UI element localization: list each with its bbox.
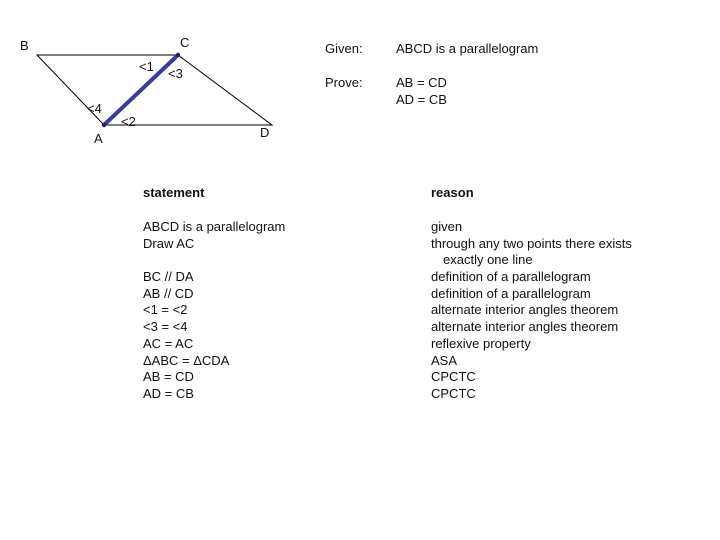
statement-line: AB // CD [143,285,194,301]
statements-group-2 [143,269,229,403]
reason-line: CPCTC [431,369,476,385]
statement-line: <1 = <2 [143,302,188,318]
prove-line-1: AB = CD [396,75,447,90]
reason-line: definition of a parallelogram [431,285,591,301]
statement-line: ΔABC = ΔCDA [143,352,230,368]
statement-line: AB = CD [143,369,194,385]
statements-group-1 [143,219,285,252]
reason-header: reason [431,185,474,200]
angle-label-4: <4 [87,101,102,116]
reasons-group-2 [431,269,618,403]
reasons-group-1 [431,219,632,269]
reason-line: given [431,219,463,234]
reason-line: alternate interior angles theorem [431,319,619,335]
statement-line: AC = AC [143,335,194,351]
vertex-point-a [102,123,106,127]
reason-line: CPCTC [431,385,476,401]
vertex-label-a: A [94,131,103,146]
statement-line: <3 = <4 [143,319,188,335]
statement-line: ABCD is a parallelogram [143,219,286,234]
statement-line: Draw AC [143,235,195,251]
vertex-label-c: C [180,35,190,50]
reason-line: definition of a parallelogram [431,269,591,284]
angle-label-3: <3 [168,66,183,81]
reason-line-continued: exactly one line [443,252,533,268]
prove-statements [396,75,447,108]
prove-label: Prove: [325,75,363,90]
reason-line: through any two points there exists [431,235,632,251]
vertex-label-b: B [20,38,29,53]
given-text: ABCD is a parallelogram [396,41,539,56]
reason-line: ASA [431,352,458,368]
statement-header: statement [143,185,205,200]
reason-line: alternate interior angles theorem [431,302,619,318]
vertex-point-c [176,53,180,57]
statement-line: BC // DA [143,269,194,284]
angle-label-1: <1 [139,59,154,74]
parallelogram-outline [37,55,272,125]
angle-label-2: <2 [121,114,136,129]
statement-line: AD = CB [143,385,194,401]
given-label: Given: [325,41,363,56]
reason-line: reflexive property [431,335,531,351]
vertex-label-d: D [260,125,270,140]
prove-line-2: AD = CB [396,91,447,107]
